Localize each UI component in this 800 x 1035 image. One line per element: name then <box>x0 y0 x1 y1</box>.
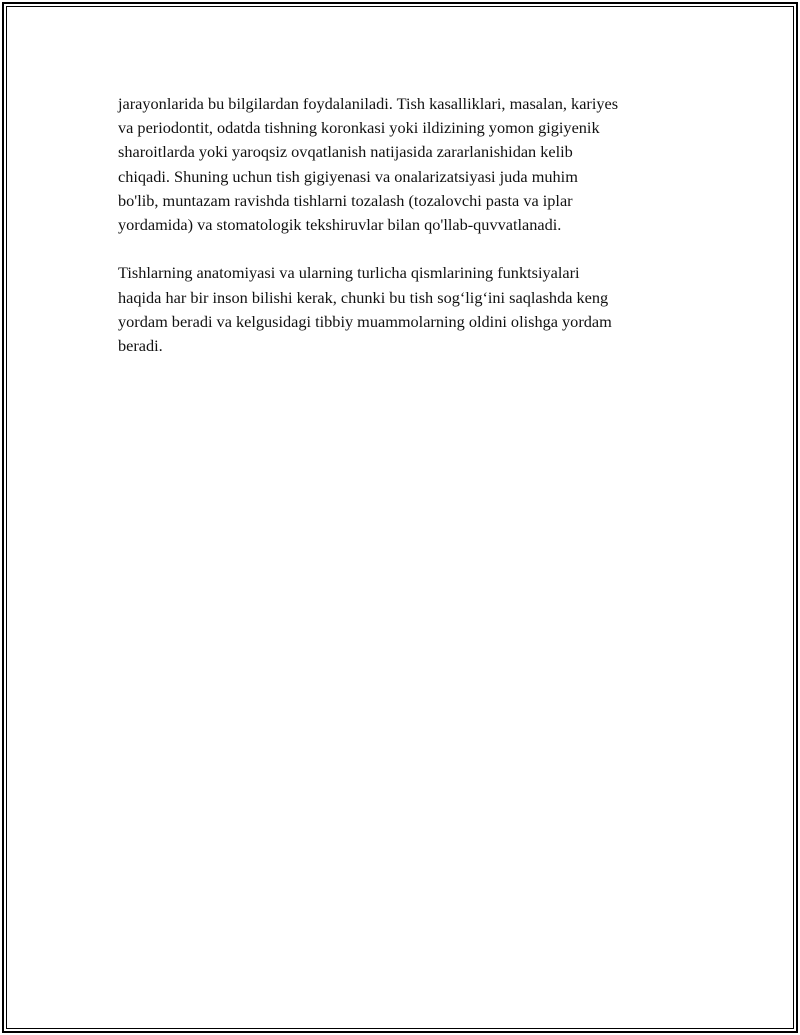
paragraph-spacer <box>118 237 690 261</box>
text-line: bo'lib, muntazam ravishda tishlarni tozalash (tozalovchi pasta va iplar <box>118 190 573 210</box>
text-line: Tishlarning anatomiyasi va ularning turlicha qismlarining funktsiyalari <box>118 263 580 283</box>
text-line: yordamida) va stomatologik tekshiruvlar bilan qo'llab-quvvatlanadi. <box>118 215 562 235</box>
paragraph-1 <box>118 92 690 237</box>
text-line: yordam beradi va kelgusidagi tibbiy muammolarning oldini olishga yordam <box>118 311 612 331</box>
paragraph-2 <box>118 261 690 358</box>
text-line: beradi. <box>118 336 163 356</box>
body-text <box>118 92 690 358</box>
text-line: va periodontit, odatda tishning koronkasi yoki ildizining yomon gigiyenik <box>118 118 600 138</box>
text-line: sharoitlarda yoki yaroqsiz ovqatlanish natijasida zararlanishidan kelib <box>118 142 573 162</box>
text-line: chiqadi. Shuning uchun tish gigiyenasi va onalarizatsiyasi juda muhim <box>118 166 578 186</box>
text-line: jarayonlarida bu bilgilardan foydalaniladi. Tish kasalliklari, masalan, kariyes <box>118 94 619 113</box>
text-line: haqida har bir inson bilishi kerak, chunki bu tish sog‘lig‘ini saqlashda keng <box>118 287 609 307</box>
